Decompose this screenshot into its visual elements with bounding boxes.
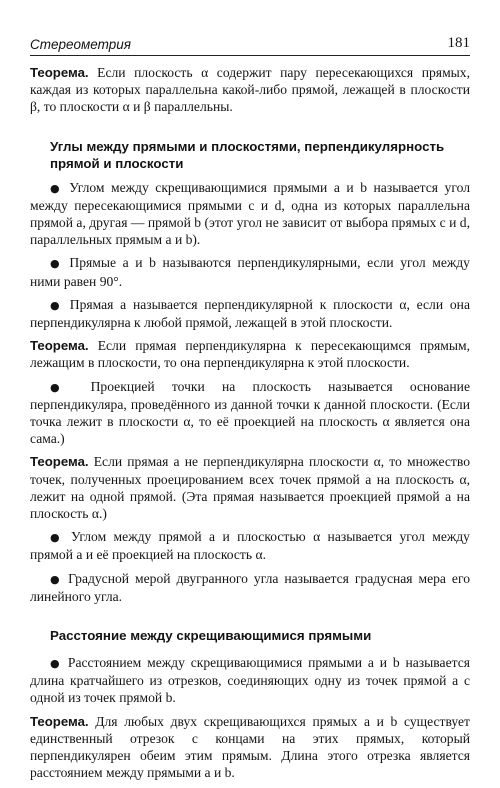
theorem-text: Для любых двух скрещивающихся прямых a и b существует единственный отрезок с концами на этих прямых, который перпендикулярен обеим этим прямым. Длина этого отрезка является расстоянием между прямыми a и b. [30, 713, 470, 781]
page-content [30, 64, 470, 788]
section-heading-distance: Расстояние между скрещивающимися прямыми [50, 628, 372, 644]
bullet-icon: ● [50, 181, 63, 195]
theorem-text: Если прямая a не перпендикулярна плоскости α, то множество точек, полученных проецированием всех точек прямой a на плоскость α, лежит на одной прямой. (Эта прямая называется проекцией прямой a на плоскость α.) [30, 454, 470, 522]
bullet-angle-skew-lines [30, 179, 470, 249]
bullet-icon: ● [50, 531, 64, 545]
theorem-line-projection [30, 453, 470, 522]
bullet-icon: ● [50, 257, 63, 271]
bullet-text: Прямая a называется перпендикулярной к плоскости α, если она перпендикулярна к любой прямой, лежащей в этой плоскости. [30, 296, 470, 331]
bullet-angle-line-plane [30, 528, 470, 563]
bullet-icon: ● [50, 298, 63, 312]
bullet-text: Градусной мерой двугранного угла называется градусная мера его линейного угла. [30, 570, 470, 604]
bullet-text: Углом между прямой a и плоскостью α называется угол между прямой a и её проекцией на плоскость α. [30, 529, 470, 563]
page-number: 181 [447, 35, 470, 51]
bullet-perpendicular-lines [30, 254, 470, 289]
theorem-label: Теорема. [30, 713, 89, 729]
theorem-label: Теорема. [30, 454, 89, 470]
bullet-distance-definition [30, 654, 470, 707]
bullet-text: Проекцией точки на плоскость называется основание перпендикуляра, проведённого из данной точки к данной плоскости. (Если точка лежит в плоскости α, то её проекцией на плоскость α является она сама.) [30, 378, 470, 447]
theorem-text: Если плоскость α содержит пару пересекающихся прямых, каждая из которых параллельна какой-либо прямой, лежащей в плоскости β, то плоскости α и β параллельны. [30, 65, 470, 115]
bullet-text: Расстоянием между скрещивающимися прямыми a и b называется длина кратчайшего из отрезков, соединяющих одну из точек прямой a с одной из точек прямой b. [30, 655, 470, 706]
bullet-line-perpendicular-plane [30, 296, 470, 331]
running-title: Стереометрия [30, 37, 131, 52]
theorem-perpendicular-criterion [30, 337, 470, 371]
bullet-icon: ● [50, 380, 74, 394]
section-heading-angles: Углы между прямыми и плоскостями, перпендикулярность прямой и плоскости [50, 138, 445, 171]
bullet-icon: ● [50, 572, 63, 586]
header-rule [30, 55, 470, 56]
page-header [30, 34, 470, 56]
bullet-point-projection [30, 378, 470, 448]
theorem-parallel-planes [30, 64, 470, 116]
bullet-text: Прямые a и b называются перпендикулярными, если угол между ними равен 90°. [30, 255, 470, 289]
bullet-icon: ● [50, 657, 63, 671]
bullet-dihedral-angle [30, 570, 470, 605]
theorem-label: Теорема. [30, 338, 89, 354]
theorem-label: Теорема. [30, 65, 89, 80]
theorem-common-perpendicular [30, 713, 470, 782]
bullet-text: Углом между скрещивающимися прямыми a и b называется угол между пересекающимися прямыми c и d, одна из которых параллельна прямой a, другая — прямой b (этот угол не зависит от выбора прямых c и d, параллельных прямым a и b). [30, 179, 470, 248]
theorem-text: Если прямая перпендикулярна к пересекающимся прямым, лежащим в плоскости, то она перпендикулярна к этой плоскости. [30, 338, 470, 371]
